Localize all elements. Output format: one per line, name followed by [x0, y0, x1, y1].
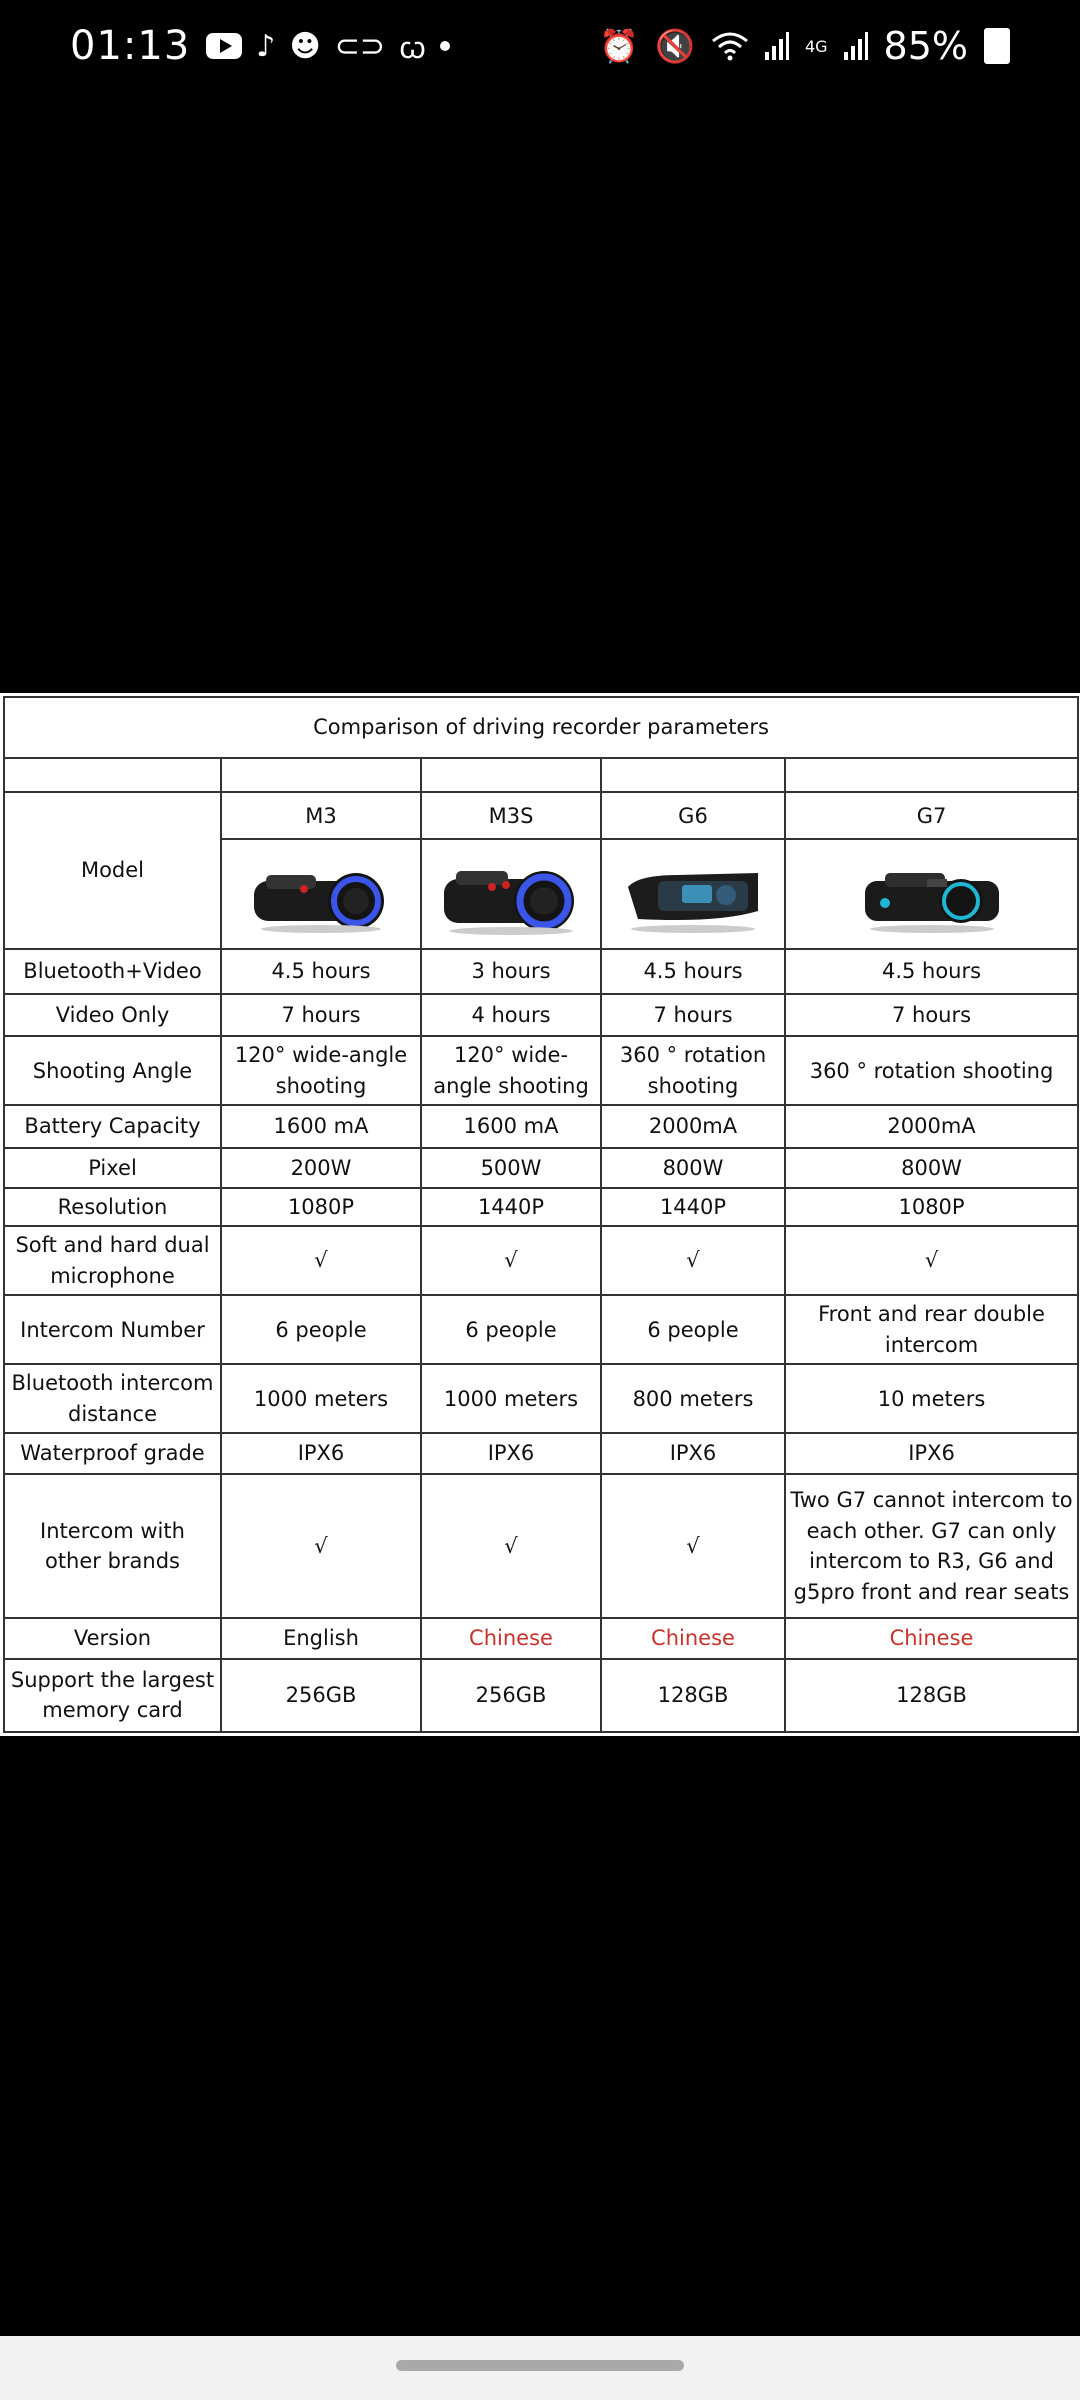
- table-cell: √: [601, 1226, 785, 1295]
- table-cell: IPX6: [421, 1433, 601, 1474]
- wifi-icon: [711, 31, 749, 61]
- signal-icon: [765, 32, 789, 60]
- model-name: M3S: [421, 792, 601, 839]
- table-cell: 7 hours: [601, 994, 785, 1037]
- battery-percent: 85%: [883, 24, 968, 68]
- comparison-table: [3, 696, 1079, 1733]
- status-bar-right: [599, 24, 1010, 68]
- row-label: Video Only: [4, 994, 221, 1037]
- table-row: [4, 1474, 1078, 1618]
- table-cell: 2000mA: [601, 1105, 785, 1148]
- table-cell: 6 people: [221, 1295, 421, 1364]
- table-cell: 4.5 hours: [601, 949, 785, 994]
- row-label: Intercom Number: [4, 1295, 221, 1364]
- home-gesture-handle[interactable]: [396, 2360, 684, 2371]
- network-type-label: 4G: [804, 36, 828, 56]
- table-row: [4, 1433, 1078, 1474]
- tiktok-icon: ♪: [256, 28, 276, 64]
- table-cell: 128GB: [785, 1659, 1078, 1732]
- table-cell: 7 hours: [785, 994, 1078, 1037]
- row-label: Support the largest memory card: [4, 1659, 221, 1732]
- product-image-g7: [785, 839, 1078, 949]
- table-title: Comparison of driving recorder parameters: [4, 697, 1078, 758]
- table-cell: 4.5 hours: [221, 949, 421, 994]
- navigation-bar: [0, 2336, 1080, 2400]
- table-row: [4, 1036, 1078, 1105]
- table-cell: 500W: [421, 1148, 601, 1188]
- table-cell: 3 hours: [421, 949, 601, 994]
- table-row: [4, 1618, 1078, 1659]
- table-cell: √: [421, 1226, 601, 1295]
- table-cell: 128GB: [601, 1659, 785, 1732]
- row-label: Battery Capacity: [4, 1105, 221, 1148]
- device-g6-icon: [618, 849, 768, 939]
- table-row: [4, 1148, 1078, 1188]
- product-image-m3: [221, 839, 421, 949]
- table-cell: √: [785, 1226, 1078, 1295]
- table-cell: Chinese: [785, 1618, 1078, 1659]
- row-label: Soft and hard dual microphone: [4, 1226, 221, 1295]
- table-row: [4, 1364, 1078, 1433]
- table-cell: 1440P: [601, 1188, 785, 1227]
- device-g7-icon: [857, 849, 1007, 939]
- table-cell: Chinese: [601, 1618, 785, 1659]
- notification-icons: [206, 26, 450, 67]
- table-cell: English: [221, 1618, 421, 1659]
- table-cell: 1440P: [421, 1188, 601, 1227]
- table-cell: 800W: [601, 1148, 785, 1188]
- device-m3s-icon: [436, 849, 586, 939]
- status-bar: [0, 0, 1080, 92]
- table-cell: Chinese: [421, 1618, 601, 1659]
- model-name-row: [4, 792, 1078, 839]
- product-image-g6: [601, 839, 785, 949]
- table-cell: IPX6: [785, 1433, 1078, 1474]
- table-cell: 360 ° rotation shooting: [785, 1036, 1078, 1105]
- table-cell: 1080P: [785, 1188, 1078, 1227]
- table-cell: 1600 mA: [221, 1105, 421, 1148]
- row-label: Waterproof grade: [4, 1433, 221, 1474]
- table-cell: 4.5 hours: [785, 949, 1078, 994]
- table-row: [4, 949, 1078, 994]
- table-cell: √: [601, 1474, 785, 1618]
- row-label: Shooting Angle: [4, 1036, 221, 1105]
- table-cell: 1000 meters: [221, 1364, 421, 1433]
- row-label: Bluetooth intercom distance: [4, 1364, 221, 1433]
- table-cell: 800W: [785, 1148, 1078, 1188]
- table-cell: 256GB: [421, 1659, 601, 1732]
- mute-icon: 🔇: [655, 27, 695, 65]
- table-row: [4, 1295, 1078, 1364]
- row-label: Pixel: [4, 1148, 221, 1188]
- row-label: Version: [4, 1618, 221, 1659]
- table-cell: 6 people: [601, 1295, 785, 1364]
- model-label: Model: [4, 792, 221, 948]
- signal-icon: [844, 32, 868, 60]
- clock: 01:13: [70, 23, 191, 69]
- status-bar-left: [70, 23, 450, 69]
- table-cell: 4 hours: [421, 994, 601, 1037]
- table-row: [4, 1226, 1078, 1295]
- app-icon: ⊂⊃: [334, 28, 385, 64]
- model-name: G7: [785, 792, 1078, 839]
- alarm-icon: ⏰: [599, 27, 640, 65]
- table-cell: Two G7 cannot intercom to each other. G7 can only intercom to R3, G6 and g5pro front and rear seats: [785, 1474, 1078, 1618]
- table-cell: 1600 mA: [421, 1105, 601, 1148]
- empty-row: [4, 758, 1078, 793]
- table-cell: 2000mA: [785, 1105, 1078, 1148]
- table-row: [4, 1659, 1078, 1732]
- battery-icon: [984, 28, 1010, 64]
- table-cell: √: [221, 1226, 421, 1295]
- row-label: Bluetooth+Video: [4, 949, 221, 994]
- table-cell: IPX6: [221, 1433, 421, 1474]
- table-cell: 10 meters: [785, 1364, 1078, 1433]
- comparison-image: [0, 693, 1080, 1736]
- table-cell: 7 hours: [221, 994, 421, 1037]
- table-cell: 6 people: [421, 1295, 601, 1364]
- table-row: [4, 1188, 1078, 1227]
- table-row: [4, 994, 1078, 1037]
- model-name: M3: [221, 792, 421, 839]
- reddit-icon: ☻: [289, 28, 321, 64]
- table-cell: 256GB: [221, 1659, 421, 1732]
- row-label: Resolution: [4, 1188, 221, 1227]
- table-cell: 1080P: [221, 1188, 421, 1227]
- table-cell: √: [421, 1474, 601, 1618]
- table-cell: 120° wide-angle shooting: [221, 1036, 421, 1105]
- model-name: G6: [601, 792, 785, 839]
- table-cell: Front and rear double intercom: [785, 1295, 1078, 1364]
- product-image-m3s: [421, 839, 601, 949]
- row-label: Intercom with other brands: [4, 1474, 221, 1618]
- youtube-icon: [206, 33, 242, 59]
- w-icon: ꞷ: [399, 30, 427, 66]
- table-cell: IPX6: [601, 1433, 785, 1474]
- device-m3-icon: [246, 849, 396, 939]
- table-cell: √: [221, 1474, 421, 1618]
- table-cell: 200W: [221, 1148, 421, 1188]
- table-cell: 120° wide-angle shooting: [421, 1036, 601, 1105]
- table-row: [4, 1105, 1078, 1148]
- table-cell: 800 meters: [601, 1364, 785, 1433]
- table-cell: 360 ° rotation shooting: [601, 1036, 785, 1105]
- dot-icon: [440, 41, 450, 51]
- table-cell: 1000 meters: [421, 1364, 601, 1433]
